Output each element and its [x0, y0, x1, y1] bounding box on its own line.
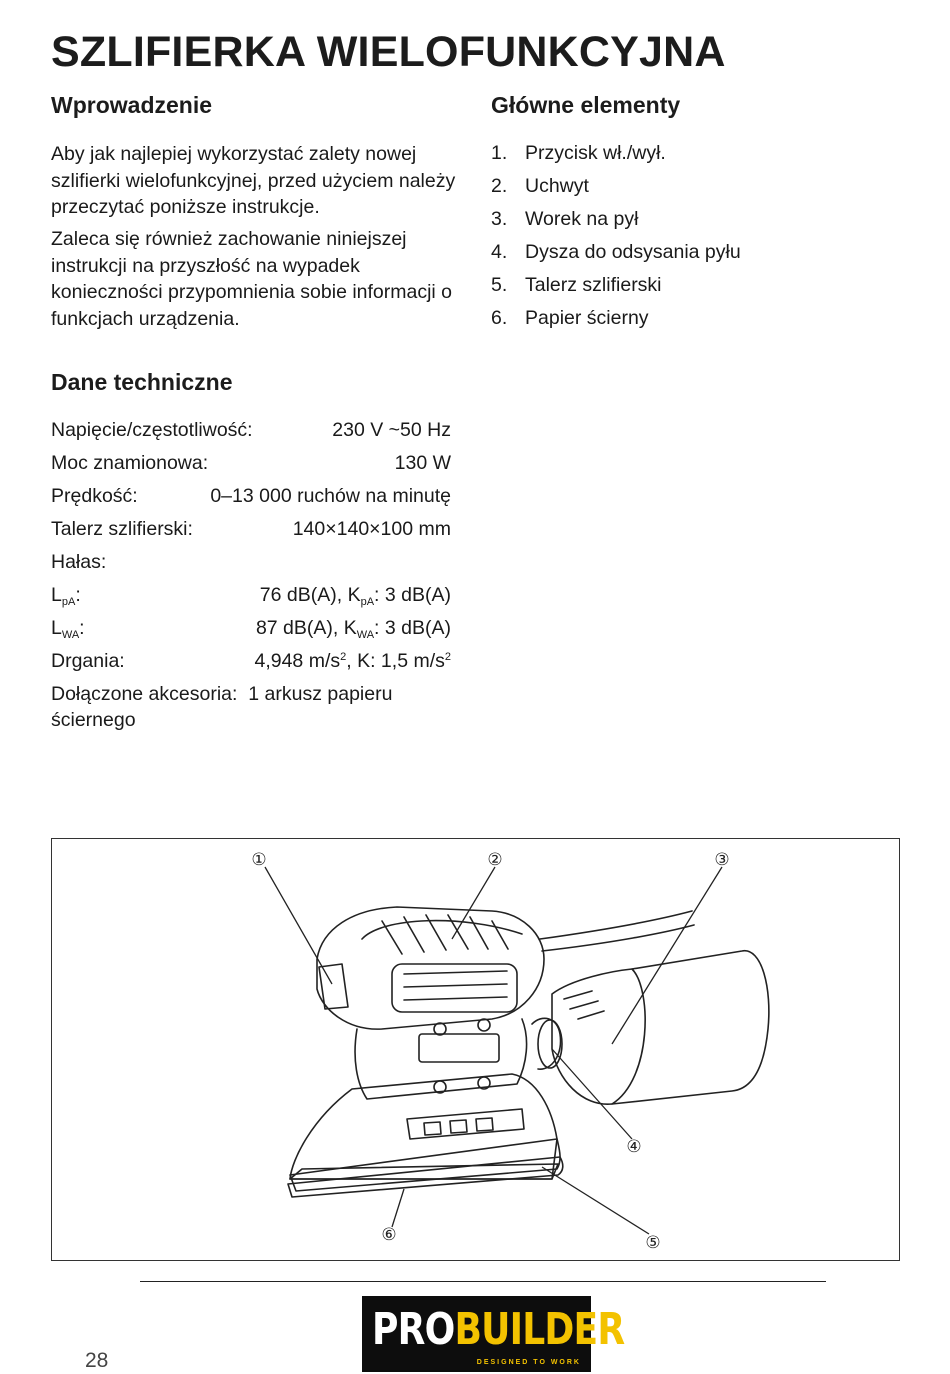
spec-label: $L_{WA}$: — [51, 617, 85, 641]
callout-6: ⑥ — [381, 1225, 397, 1245]
nozzle — [532, 1018, 560, 1069]
intro-paragraph-2: Zaleca się również zachowanie niniejszej instrukcji na przyszłość na wypadek konieczności przypomnienia sobie informacji o funkcjach urządzenia. — [51, 228, 453, 330]
callout-3: ③ — [714, 850, 730, 870]
list-item — [491, 206, 741, 239]
spec-row-accessories — [51, 681, 451, 733]
list-item-label: Talerz szlifierski — [525, 274, 662, 296]
spec-row-vibration — [51, 648, 451, 681]
specs-heading: Dane techniczne — [51, 369, 233, 395]
sander-diagram — [51, 838, 900, 1261]
logo-tagline: DESIGNED TO WORK — [476, 1359, 581, 1366]
spec-row-lpa — [51, 582, 451, 615]
spec-value: 230 V ~50 Hz — [332, 419, 451, 441]
dust-bag-ribs — [564, 991, 604, 1019]
dust-bag — [552, 951, 769, 1104]
page-number: 28 — [85, 1349, 109, 1372]
spec-value: 4,948 $m/s^2$, K: 1,5 $m/s^2$ — [254, 650, 451, 672]
spec-label: Drgania: — [51, 650, 125, 672]
list-item-number: 3. — [491, 208, 508, 230]
spec-label: $L_{pA}$: — [51, 584, 81, 608]
cord-line — [542, 925, 694, 951]
spec-value: 1 arkusz papieru ściernego — [51, 683, 393, 731]
probuilder-logo — [362, 1296, 625, 1372]
spec-row-power — [51, 450, 451, 483]
spec-row-speed — [51, 483, 451, 516]
spec-value: 76 dB(A), $K_{pA}$: 3 dB(A) — [259, 584, 451, 608]
logo-builder: BUILDER — [454, 1304, 625, 1355]
spec-label: Moc znamionowa: — [51, 452, 209, 474]
cord-line — [540, 911, 692, 939]
spec-label: Napięcie/częstotliwość: — [51, 419, 253, 441]
spec-label: Talerz szlifierski: — [51, 518, 193, 540]
spec-value: 0–13 000 ruchów na minutę — [210, 485, 451, 507]
footer-divider — [140, 1281, 826, 1282]
sanding-paper — [288, 1157, 563, 1197]
list-item-label: Worek na pył — [525, 208, 639, 230]
list-item-number: 1. — [491, 142, 508, 164]
list-item-number: 4. — [491, 241, 508, 263]
spec-row-pad — [51, 516, 451, 549]
specs-table — [51, 417, 451, 733]
list-item — [491, 140, 741, 173]
spec-row-voltage — [51, 417, 451, 450]
elements-list — [491, 140, 741, 338]
spec-row-lwa — [51, 615, 451, 648]
list-item-label: Przycisk wł./wył. — [525, 142, 666, 164]
spec-label: Dołączone akcesoria: — [51, 683, 238, 705]
list-item-number: 5. — [491, 274, 508, 296]
callout-4: ④ — [626, 1137, 642, 1157]
list-item — [491, 305, 741, 338]
spec-label: Prędkość: — [51, 485, 138, 507]
power-switch — [319, 964, 348, 1009]
list-item-label: Papier ścierny — [525, 307, 649, 329]
page-title: SZLIFIERKA WIELOFUNKCYJNA — [51, 28, 726, 76]
elements-heading: Główne elementy — [491, 92, 681, 118]
list-item-number: 2. — [491, 175, 508, 197]
callout-1: ① — [251, 850, 267, 870]
spec-value: 130 W — [394, 452, 451, 474]
intro-paragraph-1: Aby jak najlepiej wykorzystać zalety nowej szlifierki wielofunkcyjnej, przed użyciem należy przeczytać poniższe instrukcje. — [51, 143, 456, 218]
spec-row-noise — [51, 549, 451, 582]
list-item — [491, 239, 741, 272]
intro-heading: Wprowadzenie — [51, 92, 213, 118]
spec-value: 87 dB(A), $K_{WA}$: 3 dB(A) — [255, 617, 451, 641]
list-item-number: 6. — [491, 307, 508, 329]
list-item-label: Dysza do odsysania pyłu — [525, 241, 741, 263]
sander-illustration — [52, 839, 901, 1262]
callout-2: ② — [487, 850, 503, 870]
spec-value: 140×140×100 mm — [292, 518, 451, 540]
logo-pro: PRO — [372, 1304, 455, 1355]
callout-5: ⑤ — [645, 1233, 661, 1253]
list-item — [491, 173, 741, 206]
list-item-label: Uchwyt — [525, 175, 589, 197]
list-item — [491, 272, 741, 305]
spec-label: Hałas: — [51, 551, 107, 573]
